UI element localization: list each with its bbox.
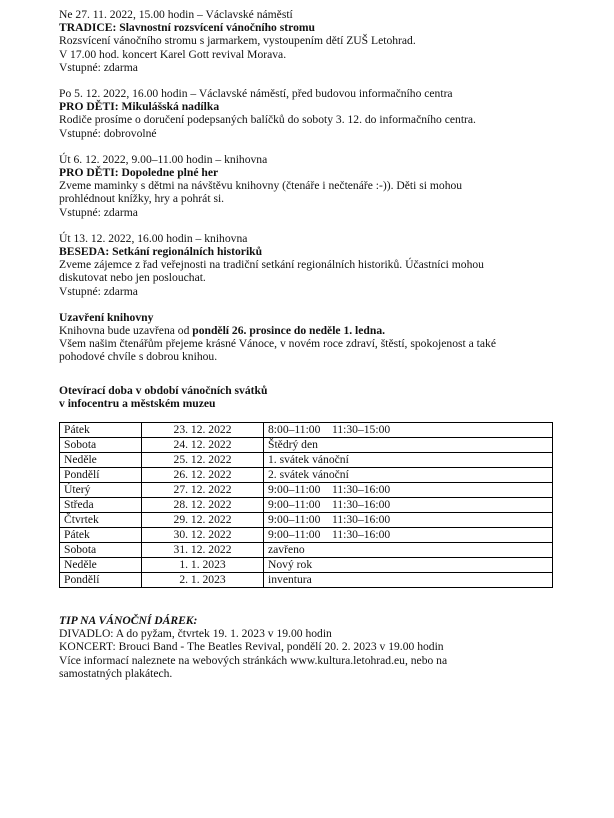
library-closure-section <box>59 311 599 364</box>
event-title: Setkání regionálních historiků <box>109 245 263 259</box>
closure-line <box>59 324 599 337</box>
event-title-line <box>59 100 599 113</box>
date-cell: 23. 12. 2022 <box>142 423 264 438</box>
tip-heading: TIP NA VÁNOČNÍ DÁREK: <box>59 614 198 628</box>
closure-heading: Uzavření knihovny <box>59 310 154 324</box>
event-title-line <box>59 245 599 258</box>
hours-cell: 9:00–11:00 11:30–16:00 <box>264 483 553 498</box>
table-row <box>60 558 553 573</box>
hours-cell: 2. svátek vánoční <box>264 468 553 483</box>
hours-cell: zavřeno <box>264 543 553 558</box>
day-cell: Neděle <box>60 558 142 573</box>
date-cell: 27. 12. 2022 <box>142 483 264 498</box>
document-page <box>59 8 599 680</box>
hours-cell: inventura <box>264 573 553 588</box>
table-row <box>60 528 553 543</box>
event-title: Dopoledne plné her <box>118 166 219 180</box>
event-item <box>59 153 599 219</box>
event-category: BESEDA: <box>59 245 110 259</box>
event-category: PRO DĚTI: <box>59 166 119 180</box>
day-cell: Pondělí <box>60 468 142 483</box>
table-row <box>60 453 553 468</box>
day-cell: Neděle <box>60 453 142 468</box>
day-cell: Úterý <box>60 483 142 498</box>
table-row <box>60 543 553 558</box>
event-entry: Vstupné: zdarma <box>59 205 138 219</box>
table-row <box>60 513 553 528</box>
opening-hours-heading <box>59 384 599 410</box>
day-cell: Čtvrtek <box>60 513 142 528</box>
hours-cell: Štědrý den <box>264 438 553 453</box>
event-description: V 17.00 hod. koncert Karel Gott revival Morava. <box>59 47 287 61</box>
day-cell: Pátek <box>60 528 142 543</box>
table-row <box>60 423 553 438</box>
opening-hours-table <box>59 422 553 588</box>
opening-hours-title: Otevírací doba v období vánočních svátků <box>59 383 268 397</box>
opening-hours-subtitle: v infocentru a městském muzeu <box>59 396 216 410</box>
event-description: prohlédnout knížky, hry a pohrát si. <box>59 192 225 206</box>
event-title: Mikulášská nadílka <box>118 100 220 114</box>
date-cell: 31. 12. 2022 <box>142 543 264 558</box>
event-category: TRADICE: <box>59 21 117 35</box>
event-entry: Vstupné: zdarma <box>59 60 138 74</box>
event-entry: Vstupné: zdarma <box>59 284 138 298</box>
tip-line: KONCERT: Brouci Band - The Beatles Revival, pondělí 20. 2. 2023 v 19.00 hodin <box>59 640 444 654</box>
event-description: Rodiče prosíme o doručení podepsaných balíčků do soboty 3. 12. do informačního centra. <box>59 113 476 127</box>
day-cell: Sobota <box>60 438 142 453</box>
event-category: PRO DĚTI: <box>59 100 119 114</box>
event-title-line <box>59 21 599 34</box>
event-when: Út 6. 12. 2022, 9.00–11.00 hodin – knihovna <box>59 152 268 166</box>
event-description: diskutovat nebo jen poslouchat. <box>59 271 206 285</box>
tip-line: samostatných plakátech. <box>59 666 173 680</box>
date-cell: 24. 12. 2022 <box>142 438 264 453</box>
date-cell: 28. 12. 2022 <box>142 498 264 513</box>
event-title: Slavnostní rozsvícení vánočního stromu <box>116 21 315 35</box>
closure-prefix: Knihovna bude uzavřena od <box>59 324 193 338</box>
hours-cell: 1. svátek vánoční <box>264 453 553 468</box>
table-row <box>60 498 553 513</box>
day-cell: Středa <box>60 498 142 513</box>
event-description: Rozsvícení vánočního stromu s jarmarkem, vystoupením dětí ZUŠ Letohrad. <box>59 34 416 48</box>
date-cell: 1. 1. 2023 <box>142 558 264 573</box>
date-cell: 2. 1. 2023 <box>142 573 264 588</box>
event-when: Út 13. 12. 2022, 16.00 hodin – knihovna <box>59 231 248 245</box>
event-description: Zveme zájemce z řad veřejnosti na tradiční setkání regionálních historiků. Účastníci mohou <box>59 258 484 272</box>
table-row <box>60 483 553 498</box>
table-row <box>60 438 553 453</box>
tip-line: DIVADLO: A do pyžam, čtvrtek 19. 1. 2023 v 19.00 hodin <box>59 627 332 641</box>
event-entry: Vstupné: dobrovolné <box>59 126 157 140</box>
date-cell: 25. 12. 2022 <box>142 453 264 468</box>
date-cell: 29. 12. 2022 <box>142 513 264 528</box>
table-row <box>60 468 553 483</box>
hours-cell: 9:00–11:00 11:30–16:00 <box>264 498 553 513</box>
day-cell: Sobota <box>60 543 142 558</box>
day-cell: Pondělí <box>60 573 142 588</box>
hours-cell: 9:00–11:00 11:30–16:00 <box>264 528 553 543</box>
tip-line: Více informací naleznete na webových stránkách www.kultura.letohrad.eu, nebo na <box>59 653 448 667</box>
event-when: Po 5. 12. 2022, 16.00 hodin – Václavské náměstí, před budovou informačního centra <box>59 87 453 101</box>
event-item <box>59 87 599 140</box>
event-title-line <box>59 166 599 179</box>
event-when: Ne 27. 11. 2022, 15.00 hodin – Václavské náměstí <box>59 8 293 21</box>
closure-dates: pondělí 26. prosince do neděle 1. ledna. <box>192 324 386 338</box>
table-row <box>60 573 553 588</box>
date-cell: 30. 12. 2022 <box>142 528 264 543</box>
event-item <box>59 232 599 298</box>
hours-cell: 8:00–11:00 11:30–15:00 <box>264 423 553 438</box>
day-cell: Pátek <box>60 423 142 438</box>
hours-cell: 9:00–11:00 11:30–16:00 <box>264 513 553 528</box>
event-item <box>59 8 599 74</box>
event-description: Zveme maminky s dětmi na návštěvu knihovny (čtenáře i nečtenáře :-)). Děti si mohou <box>59 179 463 193</box>
closure-wishes: Všem našim čtenářům přejeme krásné Vánoce, v novém roce zdraví, štěstí, spokojenost a také <box>59 337 496 351</box>
hours-cell: Nový rok <box>264 558 553 573</box>
date-cell: 26. 12. 2022 <box>142 468 264 483</box>
closure-wishes: pohodové chvíle s dobrou knihou. <box>59 350 218 364</box>
gift-tip-section <box>59 614 599 680</box>
